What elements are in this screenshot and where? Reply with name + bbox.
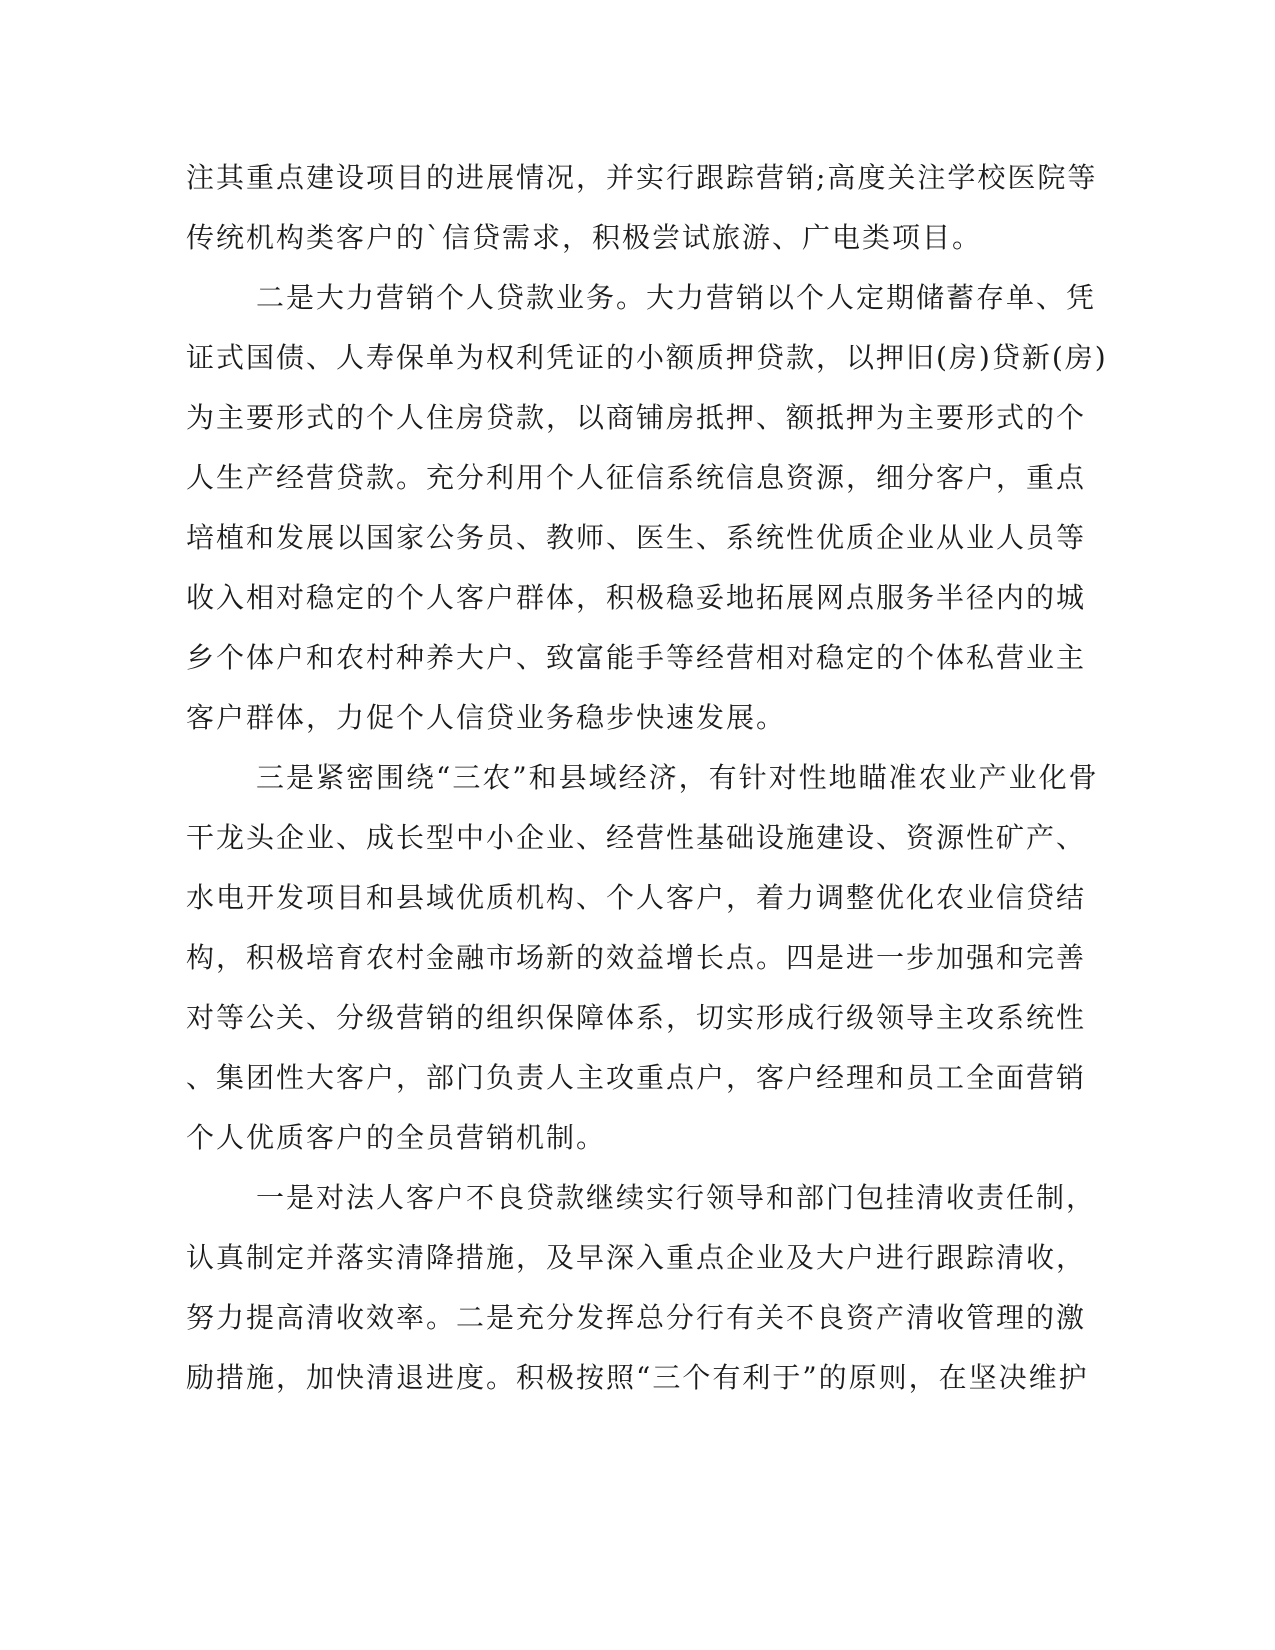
paragraph-start-line: 二是大力营销个人贷款业务。大力营销以个人定期储蓄存单、凭 <box>256 281 1097 314</box>
text-line: 培植和发展以国家公务员、教师、医生、系统性优质企业从业人员等 <box>186 521 1087 554</box>
text-line: 客户群体，力促个人信贷业务稳步快速发展。 <box>186 701 787 734</box>
text-line: 个人优质客户的全员营销机制。 <box>186 1121 607 1154</box>
text-line: 励措施，加快清退进度。积极按照“三个有利于”的原则，在坚决维护 <box>186 1361 1089 1394</box>
text-line: 对等公关、分级营销的组织保障体系，切实形成行级领导主攻系统性 <box>186 1001 1087 1034</box>
text-line: 注其重点建设项目的进展情况，并实行跟踪营销;高度关注学校医院等 <box>186 161 1098 194</box>
text-line: 、集团性大客户，部门负责人主攻重点户，客户经理和员工全面营销 <box>186 1061 1087 1094</box>
body-text <box>186 154 1108 1414</box>
text-line: 干龙头企业、成长型中小企业、经营性基础设施建设、资源性矿产、 <box>186 821 1087 854</box>
paragraph-start-line: 一是对法人客户不良贷款继续实行领导和部门包挂清收责任制， <box>256 1181 1097 1214</box>
text-line: 证式国债、人寿保单为权利凭证的小额质押贷款，以押旧(房)贷新(房) <box>186 341 1108 374</box>
text-line: 人生产经营贷款。充分利用个人征信系统信息资源，细分客户，重点 <box>186 461 1087 494</box>
text-line: 收入相对稳定的个人客户群体，积极稳妥地拓展网点服务半径内的城 <box>186 581 1087 614</box>
text-line: 努力提高清收效率。二是充分发挥总分行有关不良资产清收管理的激 <box>186 1301 1087 1334</box>
text-line: 为主要形式的个人住房贷款，以商铺房抵押、额抵押为主要形式的个 <box>186 401 1087 434</box>
text-line: 认真制定并落实清降措施，及早深入重点企业及大户进行跟踪清收， <box>186 1241 1087 1274</box>
text-line: 传统机构类客户的`信贷需求，积极尝试旅游、广电类项目。 <box>186 221 983 254</box>
paragraph-start-line: 三是紧密围绕“三农”和县域经济，有针对性地瞄准农业产业化骨 <box>256 761 1099 794</box>
text-line: 水电开发项目和县域优质机构、个人客户，着力调整优化农业信贷结 <box>186 881 1087 914</box>
text-line: 构，积极培育农村金融市场新的效益增长点。四是进一步加强和完善 <box>186 941 1087 974</box>
text-line: 乡个体户和农村种养大户、致富能手等经营相对稳定的个体私营业主 <box>186 641 1087 674</box>
